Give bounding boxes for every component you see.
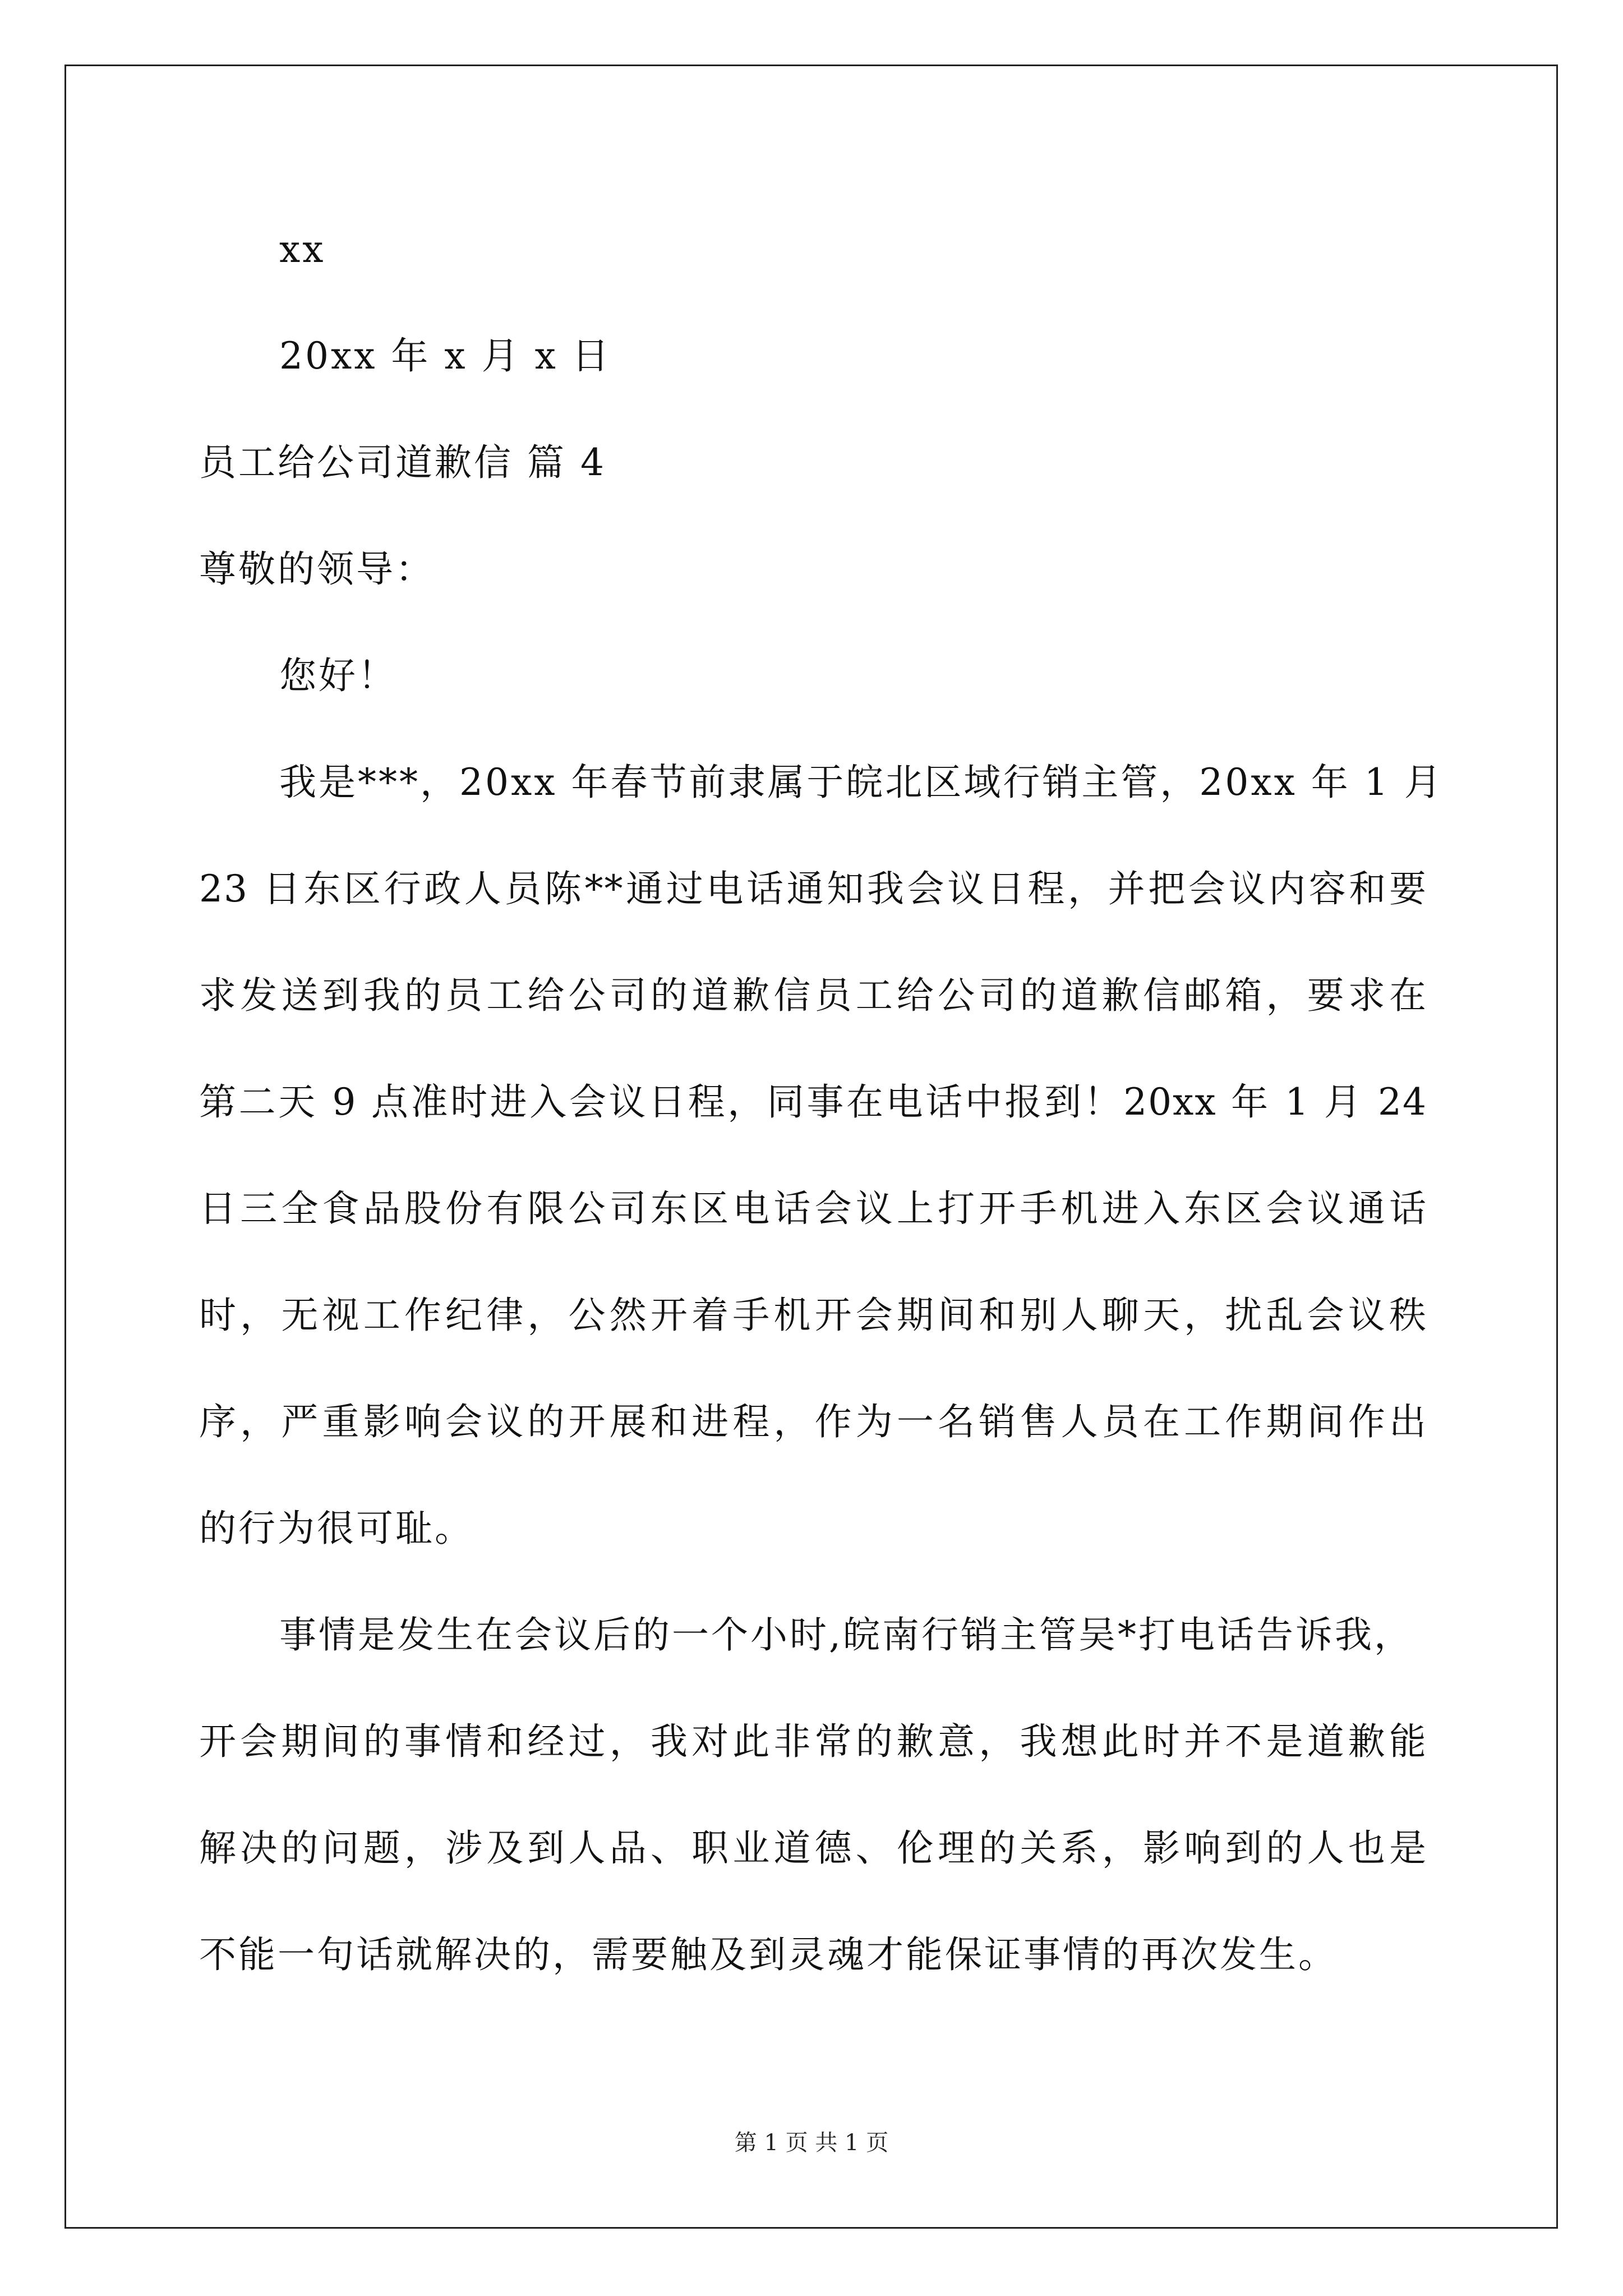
greeting: 您好！ — [279, 654, 397, 697]
paragraph-1-line: 23 日东区行政人员陈**通过电话通知我会议日程，并把会议内容和要 — [199, 867, 1427, 910]
paragraph-1-line: 序，严重影响会议的开展和进程，作为一名销售人员在工作期间作出 — [199, 1400, 1427, 1443]
signature-date: 20xx 年 x 月 x 日 — [279, 334, 611, 378]
paragraph-1-line: 求发送到我的员工给公司的道歉信员工给公司的道歉信邮箱，要求在 — [199, 974, 1427, 1017]
paragraph-2-line: 解决的问题，涉及到人品、职业道德、伦理的关系，影响到的人也是 — [199, 1826, 1427, 1870]
paragraph-2-line: 不能一句话就解决的，需要触及到灵魂才能保证事情的再次发生。 — [199, 1933, 1338, 1976]
paragraph-2-line: 开会期间的事情和经过，我对此非常的歉意，我想此时并不是道歉能 — [199, 1720, 1427, 1763]
paragraph-1-line: 时，无视工作纪律，公然开着手机开会期间和别人聊天，扰乱会议秩 — [199, 1294, 1427, 1337]
letter-heading: 员工给公司道歉信 篇 4 — [199, 441, 606, 484]
page-footer: 第 1 页 共 1 页 — [734, 2130, 889, 2156]
paragraph-1-line: 日三全食品股份有限公司东区电话会议上打开手机进入东区会议通话 — [199, 1187, 1427, 1230]
salutation: 尊敬的领导： — [199, 547, 435, 591]
paragraph-2-line: 事情是发生在会议后的一个小时,皖南行销主管吴*打电话告诉我， — [279, 1613, 1413, 1657]
paragraph-1-line: 第二天 9 点准时进入会议日程，同事在电话中报到！20xx 年 1 月 24 — [199, 1080, 1427, 1124]
paragraph-1-line: 的行为很可耻。 — [199, 1507, 474, 1550]
page-border — [64, 65, 1558, 2229]
signature-name: xx — [279, 228, 326, 271]
paragraph-1-line: 我是***，20xx 年春节前隶属于皖北区域行销主管，20xx 年 1 月 — [279, 761, 1444, 804]
